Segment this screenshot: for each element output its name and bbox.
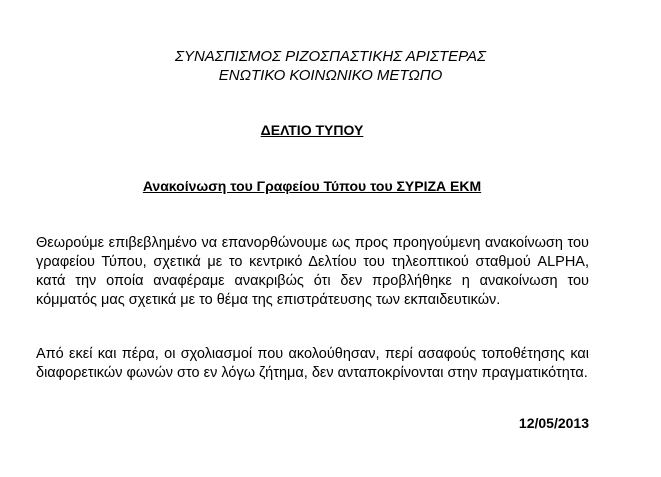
document-type-text: ΔΕΛΤΙΟ ΤΥΠΟΥ (260, 122, 364, 138)
document-type-heading (0, 122, 624, 139)
party-header (0, 47, 661, 85)
party-name-line: ΣΥΝΑΣΠΙΣΜΟΣ ΡΙΖΟΣΠΑΣΤΙΚΗΣ ΑΡΙΣΤΕΡΑΣ (174, 48, 487, 65)
body-paragraph-1: Θεωρούμε επιβεβλημένο να επανορθώνουμε ως προς προηγούμενη ανακοίνωση του γραφείου Τύπου, σχετικά με το κεντρικό Δελτίου του τηλεοπτικού σταθμού ALPHA, κατά την οποία αναφέραμε ανακριβώς ότι δεν προβλήθηκε η ανακοίνωση του κόμματός μας σχετικά με το θέμα της επιστράτευσης των εκπαιδευτικών. (36, 235, 589, 308)
body-paragraph-2: Από εκεί και πέρα, οι σχολιασμοί που ακολούθησαν, περί ασαφούς τοποθέτησης και διαφορετικών φωνών στο εν λόγω ζήτημα, δεν ανταποκρίνονται στην πραγματικότητα. (36, 346, 589, 381)
subject-heading (0, 178, 624, 195)
coalition-name-line: ΕΝΩΤΙΚΟ ΚΟΙΝΩΝΙΚΟ ΜΕΤΩΠΟ (218, 67, 443, 84)
release-date: 12/05/2013 (518, 415, 589, 431)
subject-text: Ανακοίνωση του Γραφείου Τύπου του ΣΥΡΙΖΑ ΕΚΜ (142, 178, 482, 194)
